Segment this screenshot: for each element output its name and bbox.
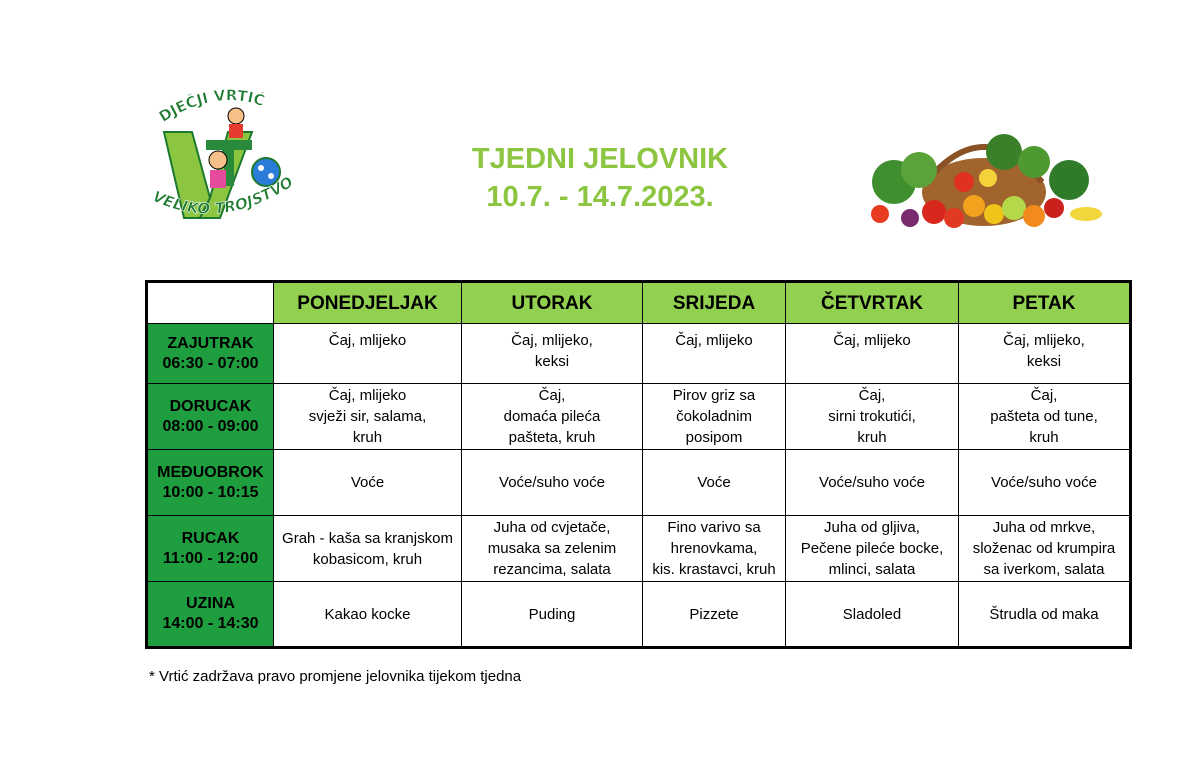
menu-cell <box>643 450 786 516</box>
menu-item: keksi <box>1026 353 1062 370</box>
menu-item: Čaj, <box>1030 387 1058 404</box>
table-corner-cell <box>147 282 274 324</box>
menu-cell <box>786 384 959 450</box>
menu-cell <box>643 384 786 450</box>
menu-cell <box>643 516 786 582</box>
table-row <box>147 516 1131 582</box>
meal-time: 08:00 - 09:00 <box>162 417 259 435</box>
menu-item: Grah - kaša sa kranjskom <box>282 529 453 547</box>
menu-item: pašteta, kruh <box>508 429 596 446</box>
meal-label <box>147 324 274 384</box>
menu-cell <box>462 324 643 384</box>
menu-cell <box>274 516 462 582</box>
menu-cell <box>643 582 786 648</box>
menu-item: Čaj, mlijeko <box>328 387 407 404</box>
day-header-monday: PONEDJELJAK <box>274 282 462 324</box>
menu-item: Čaj, <box>538 387 566 404</box>
menu-cell <box>786 516 959 582</box>
menu-item: kis. krastavci, kruh <box>652 561 776 578</box>
menu-cell <box>274 324 462 384</box>
table-row <box>147 450 1131 516</box>
menu-item: pašteta od tune, <box>990 408 1098 425</box>
day-header-thursday: ČETVRTAK <box>786 282 959 324</box>
meal-name: MEĐUOBROK <box>157 463 264 481</box>
menu-item: Pirov griz sa <box>672 387 756 404</box>
menu-cell <box>462 384 643 450</box>
menu-cell <box>786 582 959 648</box>
menu-item: Čaj, mlijeko <box>328 332 407 349</box>
menu-cell <box>786 450 959 516</box>
meal-name: ZAJUTRAK <box>167 334 254 352</box>
menu-item: rezancima, salata <box>493 561 611 578</box>
menu-cell <box>959 582 1131 648</box>
menu-cell <box>274 582 462 648</box>
meal-name: RUCAK <box>181 529 240 547</box>
menu-item: Voće <box>350 474 385 491</box>
menu-item: Juha od mrkve, <box>992 519 1096 536</box>
menu-item: domaća pileća <box>503 408 601 425</box>
title-line-1: TJEDNI JELOVNIK <box>471 143 729 175</box>
menu-item: Čaj, mlijeko, <box>1003 332 1085 349</box>
meal-time: 06:30 - 07:00 <box>162 354 259 372</box>
menu-item: svježi sir, salama, <box>308 408 427 425</box>
title-date-range: 10.7. - 14.7.2023. <box>486 181 714 213</box>
menu-item: Voće/suho voće <box>991 474 1097 491</box>
menu-item: kruh <box>857 429 887 446</box>
menu-item: Juha od gljiva, <box>824 519 920 536</box>
menu-item: Pizzete <box>689 605 739 623</box>
menu-cell <box>462 582 643 648</box>
meal-label <box>147 582 274 648</box>
menu-item: Čaj, mlijeko <box>833 332 911 349</box>
menu-item: Puding <box>528 605 576 623</box>
menu-item: Čaj, <box>858 387 886 404</box>
kindergarten-logo <box>140 86 312 236</box>
meal-time: 10:00 - 10:15 <box>162 483 259 501</box>
menu-item: mlinci, salata <box>828 561 916 578</box>
menu-item: sirni trokutići, <box>828 408 916 425</box>
menu-item: Kakao kocke <box>324 605 411 623</box>
meal-label <box>147 516 274 582</box>
menu-item: kruh <box>352 429 383 446</box>
weekly-menu-table <box>145 280 1132 649</box>
menu-item: musaka sa zelenim <box>487 540 617 557</box>
menu-cell <box>959 450 1131 516</box>
table-header-row <box>147 282 1131 324</box>
menu-item: Voće/suho voće <box>499 474 605 491</box>
menu-item: Sladoled <box>842 605 902 623</box>
meal-time: 11:00 - 12:00 <box>162 549 259 567</box>
menu-title <box>440 140 760 216</box>
menu-cell <box>959 384 1131 450</box>
table-row <box>147 384 1131 450</box>
logo-bottom-text: VELIKO TROJSTVO <box>150 172 297 218</box>
menu-item: čokoladnim <box>676 408 752 425</box>
day-header-wednesday: SRIJEDA <box>643 282 786 324</box>
menu-item: hrenovkama, <box>670 540 758 557</box>
menu-cell <box>959 516 1131 582</box>
day-header-tuesday: UTORAK <box>462 282 643 324</box>
menu-cell <box>786 324 959 384</box>
menu-cell <box>462 450 643 516</box>
menu-item: posipom <box>685 429 743 446</box>
menu-item: Štrudla od maka <box>989 605 1099 623</box>
menu-item: Čaj, mlijeko, <box>511 332 593 349</box>
table-row <box>147 582 1131 648</box>
menu-cell <box>462 516 643 582</box>
menu-item: Fino varivo sa <box>667 519 761 536</box>
menu-item: Voće/suho voće <box>819 474 925 491</box>
day-header-friday: PETAK <box>959 282 1131 324</box>
menu-cell <box>959 324 1131 384</box>
menu-item: sa iverkom, salata <box>983 561 1105 578</box>
meal-label <box>147 450 274 516</box>
meal-time: 14:00 - 14:30 <box>162 615 259 632</box>
logo-top-text: DJEČJI VRTIĆ <box>155 86 267 126</box>
menu-item: Voće <box>697 474 731 491</box>
menu-item: keksi <box>534 353 570 370</box>
menu-item: kobasicom, kruh <box>312 550 423 568</box>
menu-item: Čaj, mlijeko <box>675 332 753 349</box>
meal-label <box>147 384 274 450</box>
vegetable-basket-image <box>864 122 1104 234</box>
menu-item: Juha od cvjetače, <box>493 519 611 536</box>
menu-item: kruh <box>1029 429 1059 446</box>
meal-name: UZINA <box>186 595 235 612</box>
meal-name: DORUCAK <box>169 397 252 415</box>
menu-item: složenac od krumpira <box>972 540 1116 557</box>
menu-cell <box>274 384 462 450</box>
menu-item: Pečene pileće bocke, <box>800 540 944 557</box>
menu-cell <box>274 450 462 516</box>
table-row <box>147 324 1131 384</box>
menu-change-note: * Vrtić zadržava pravo promjene jelovnika tijekom tjedna <box>149 668 522 685</box>
menu-cell <box>643 324 786 384</box>
svg-text:DJEČJI VRTIĆ <box>156 86 267 126</box>
